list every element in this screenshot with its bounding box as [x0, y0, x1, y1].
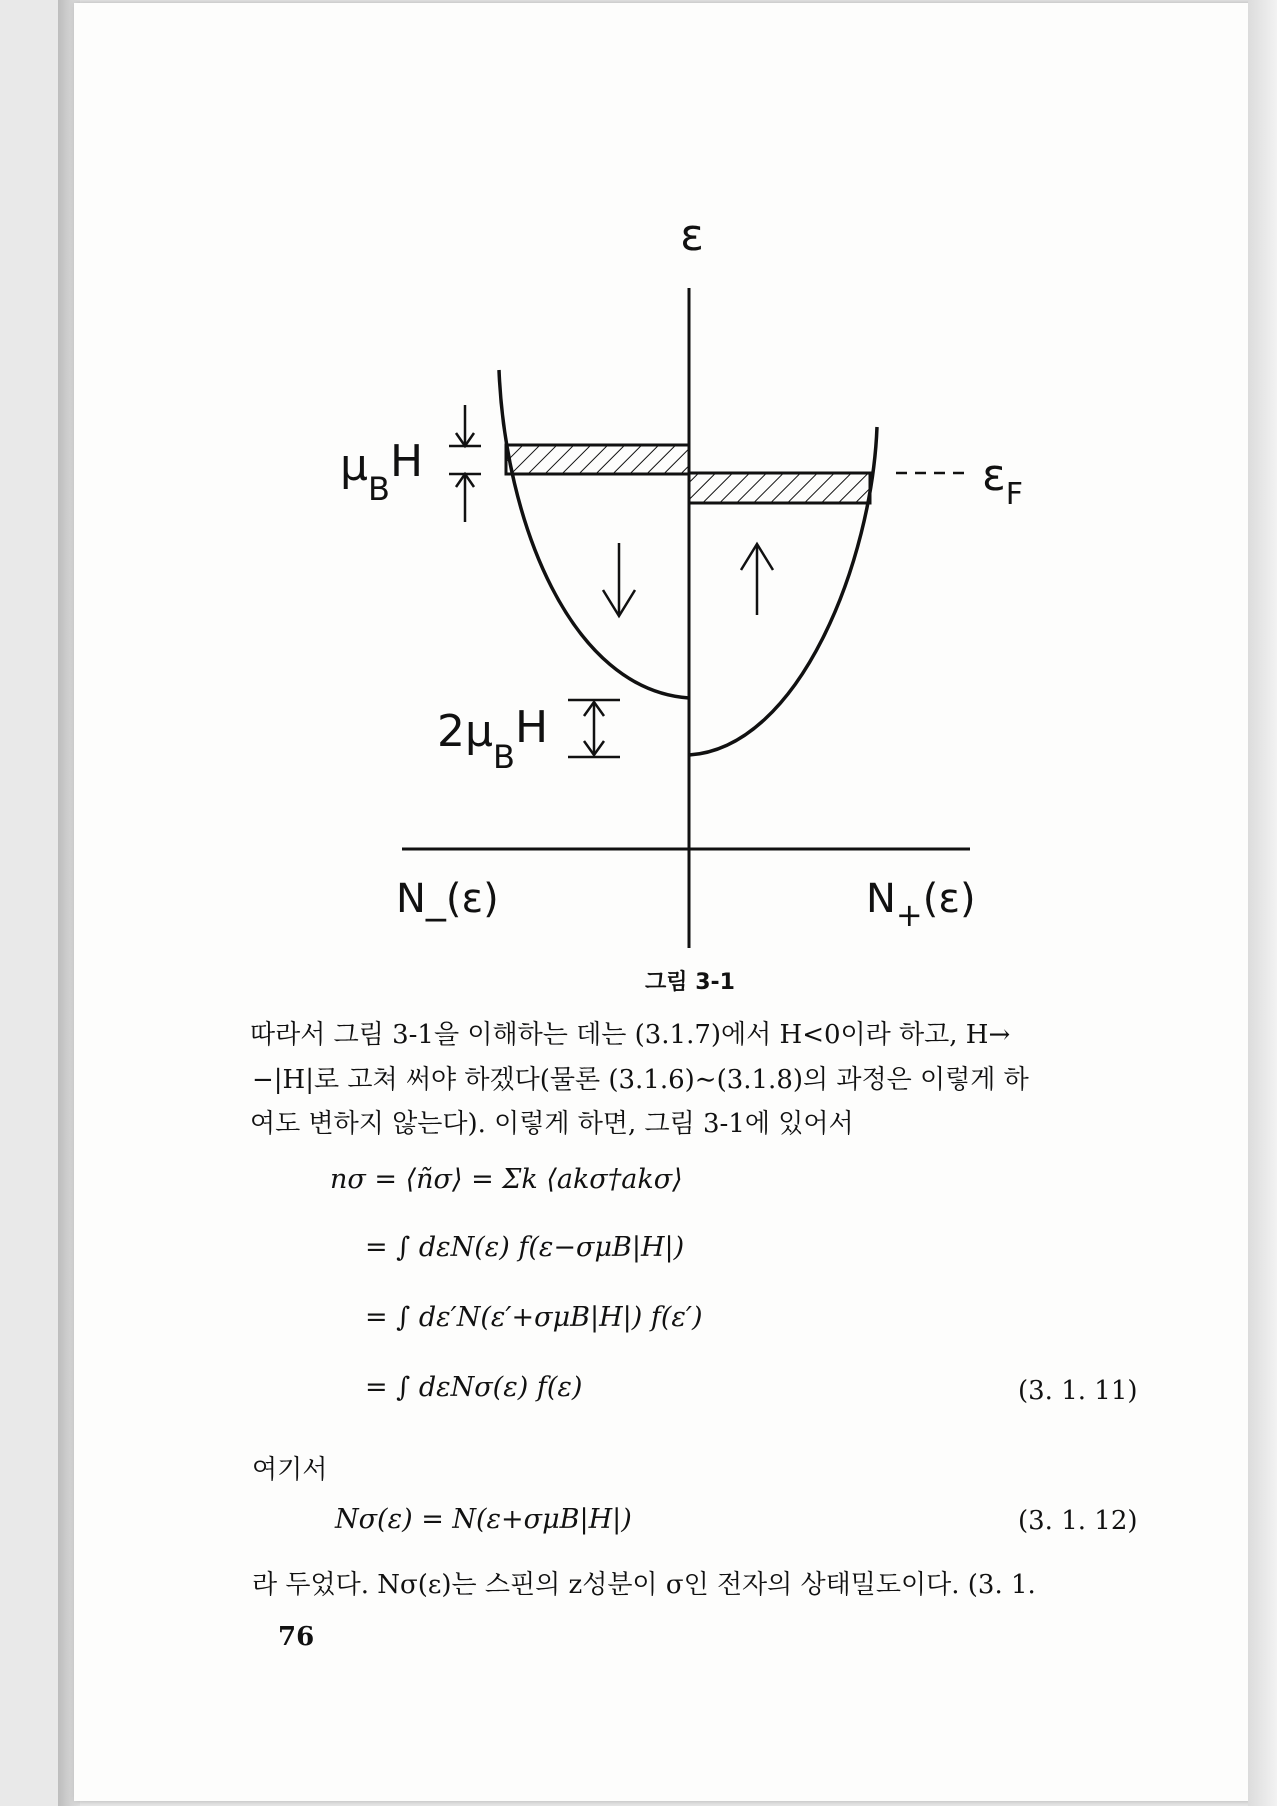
equation-5: Nσ(ε) = N(ε+σμB|H|)	[335, 1504, 632, 1535]
figure-caption: 그림 3-1	[645, 970, 735, 995]
spin-up-hatched-band	[689, 473, 870, 503]
paragraph-line-2: −|H|로 고쳐 써야 하겠다(물론 (3.1.6)∼(3.1.8)의 과정은 이렇게 하	[252, 1065, 1029, 1095]
n-plus-label: $N_+(\varepsilon)$	[866, 876, 976, 934]
equation-4: = ∫ dεNσ(ε) f(ε)	[365, 1372, 583, 1403]
spin-down-hatched-band	[506, 445, 689, 474]
energy-axis-label: ε	[680, 210, 704, 261]
n-minus-label: N_(ε)	[396, 876, 499, 922]
paragraph-line-1: 따라서 그림 3-1을 이해하는 데는 (3.1.7)에서 H<0이라 하고, H→	[250, 1020, 1011, 1050]
equation-3: = ∫ dε′N(ε′+σμB|H|) f(ε′)	[365, 1302, 703, 1333]
spin-down-dos-curve	[499, 370, 689, 698]
mu-b-h-label: $\mu_BH$	[340, 436, 424, 508]
two-mu-b-h-label: $2\mu_BH$	[437, 702, 549, 776]
paragraph-line-3: 여도 변하지 않는다). 이렇게 하면, 그림 3-1에 있어서	[250, 1109, 854, 1139]
equation-2: = ∫ dεN(ε) f(ε−σμB|H|)	[365, 1232, 685, 1263]
closing-line: 라 두었다. Nσ(ε)는 스핀의 z성분이 σ인 전자의 상태밀도이다. (3. 1.	[252, 1570, 1036, 1600]
fermi-level-label: $\varepsilon_F$	[982, 450, 1024, 512]
equation-1: nσ = ⟨ñσ⟩ = Σk ⟨akσ†akσ⟩	[330, 1164, 683, 1195]
page-number: 76	[278, 1622, 315, 1652]
equation-number-3-1-11: (3. 1. 11)	[1018, 1376, 1138, 1406]
where-text: 여기서	[252, 1455, 328, 1485]
equation-number-3-1-12: (3. 1. 12)	[1018, 1506, 1138, 1536]
